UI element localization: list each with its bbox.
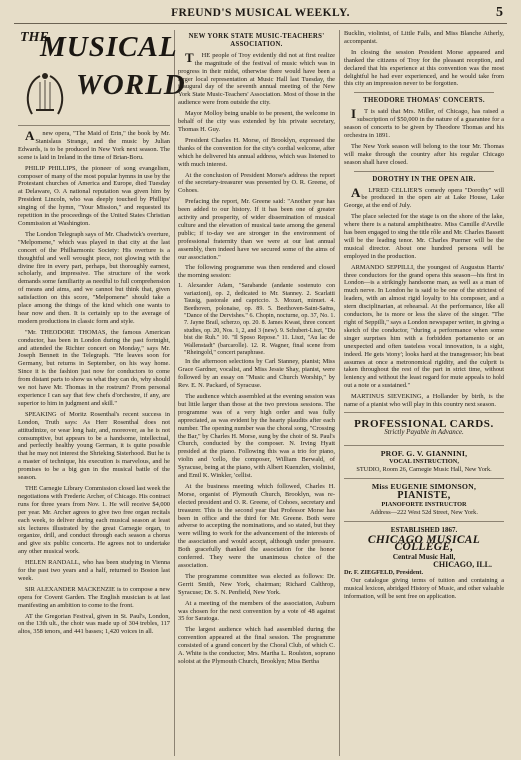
card-role: PIANOFORTE INSTRUCTOR (381, 500, 467, 508)
page-header (14, 4, 507, 24)
article-paragraph: At a meeting of the members of the association, Auburn was chosen for the next convention by a vote of 48 against 35 for Saratoga. (178, 599, 335, 623)
cards-subtitle: Strictly Payable in Advance. (384, 427, 464, 436)
section-title: DOROTHY IN THE OPEN AIR. (372, 175, 476, 183)
article-paragraph: HELEN RANDALL, who has been studying in Vienna for the past two years and a half, returned to Boston last week. (18, 559, 170, 582)
section-divider (354, 92, 494, 93)
article-paragraph: In closing the session President Morse appeared and thanked the citizens of Troy for the pleasant reception, and declared that his experience at this convention was the most delightful he had ever experienced, and he would take from this city an impression never to be forgotten. (344, 48, 504, 88)
article-paragraph: In the afternoon selections by Carl Stanney, pianist; Miss Grace Gardner, vocalist, and Miss Jessie Shay, pianist, were followed by an essay on "Music and Church Worship," by Rev. E. N. Packard, of Syracuse. (178, 358, 335, 390)
article-paragraph: President Charles H. Morse, of Brooklyn, expressed the thanks of the convention for the city's cordial welcome, after which he delivered his annual address, which was listened to with much interest. (178, 136, 335, 168)
card-address: STUDIO, Room 26, Carnegie Music Hall, New York. (356, 465, 492, 473)
article-paragraph: The place selected for the stage is on the shore of the lake, where there is a natural amphitheatre. Miss Camille d'Arville has been engaged to sing the title rôle and Mr. Charles Bassett will be the leading tenor. Mr. Charles Puerner will be the musical director. About one hundred persons will be employed in the production. (344, 213, 504, 260)
running-title: FREUND'S MUSICAL WEEKLY. (171, 7, 350, 19)
article-paragraph: AT the Gregorian Festival, given in St. Paul's, London, on the 13th ult., the choir was made up of 304 trebles, 117 altos, 358 tenors, and 441 basses; 1,420 voices in all. (18, 612, 170, 636)
card-name: Miss EUGENIE SIMONSON, (371, 481, 477, 491)
column-three (344, 30, 504, 756)
column-one (18, 30, 186, 756)
article-paragraph: IT is said that Mrs. Miller, of Chicago, has raised a subscription of $50,000 in the nature of a guarantee for a season of concerts to be given by Theodore Thomas and his orchestra in 1891. (344, 106, 504, 139)
giannini-card (344, 445, 504, 478)
college-name: CHICAGO MUSICAL COLLEGE, (367, 533, 481, 554)
masthead-the: THE (20, 30, 49, 45)
article-paragraph: SPEAKING of Moritz Rosenthal's recent success in London, Truth says: As Herr Rosenthal does not attitudinize, or wear long hair, and, moreover, as he is not consumptive, but appears to be a handsome, intellectual, and perfectly healthy young German, it is quite possible that he may not interest the Shrieking Sisterhood. But he is a master of technique, his execution is marvelous, and he promises to be a big gun in the musical battle of the season. (18, 410, 170, 482)
card-title: PIANISTE, (397, 489, 451, 501)
section-title: NEW YORK STATE MUSIC-TEACHERS' ASSOCIATION. (188, 33, 325, 48)
college-text: Our catalogue giving terms of tuition and containing a musical lexicon, abridged History of Music, and other valuable information, will be sent free on application. (344, 577, 504, 601)
article-paragraph: The programme committee was elected as follows: Dr. Gerrit Smith, New York, chairman; Richard Calthrop, Syracuse; Dr. S. N. Penfield, New York. (178, 572, 335, 596)
article-paragraph: The London Telegraph says of Mr. Chadwick's overture, "Melpomene," which was played in that city at the last concert of the Philharmonic Society: His overture is a thoughtful and well wrought piece, not glowing with the divine fire in every part, perhaps, but thoroughly earnest, scholarly, and impressive. The structure of the work demands some familiarity as needful to full comprehension of means and aims, and we cannot but think that, given satisfaction on this score, "Melpomene" should take a place among the things of the kind which one wants to hear now and then. It is certainly up to the average of modern productions in classic form and style. (18, 230, 170, 325)
college-president: Dr. F. ZIEGFELD, President. (344, 569, 424, 577)
article-paragraph: THE Carnegie Library Commission closed last week the negotiations with Frederic Archer, of Chicago. His contract runs for three years from Nov. 1. He will receive $4,000 per year. Mr. Archer agrees to give two free organ recitals each week, to deliver during each musical season at least six lectures illustrated by the great Carnegie organ, to organize, drill, and conduct through each season a chorus and give six public concerts. He agrees not to undertake any other musical work. (18, 484, 170, 556)
article-paragraph: Prefacing the report, Mr. Greene said: "Another year has been added to our history. If it has been one of greater activity and prosperity, of wider dissemination of musical culture and the elevation of musical taste among the general public; if to-day we are stronger in the environment of professional fraternity than we were at our last annual assembly, then indeed have we secured some of the aims of our association." (178, 198, 335, 261)
article-paragraph: "Mr. THEODORE THOMAS, the famous American conductor, has been in London during the past fortnight, and attended the Richter concert on Monday," says Mr. Joseph Bennett in the Telegraph. "He leaves soon for Germany, but returns in September, on his way home. Since it is the fashion just now for conductors to come from distant parts to show us what they can do, why should we not have Mr. Thomas in the rostrum? From personal experience I can say that few chefs d'orchestre, if any, are superior to him in judgment and skill." (18, 328, 170, 407)
musical-world-masthead (18, 30, 186, 126)
article-paragraph: THE people of Troy evidently did not at first realize the magnitude of the festival of music which was in progress in their midst, otherwise there would have been a larger local representation at Music Hall last Tuesday, the inaugural day of the seventh annual meeting of the New York State Music-Teachers' Association. Most of those in the audience were from outside the city. (178, 49, 335, 107)
article-paragraph: ALFRED CELLIER'S comedy opera "Dorothy" will be produced in the open air at Lake House, Lake George, at the end of July. (344, 184, 504, 210)
article-paragraph: At the business meeting which followed, Charles H. Morse, organist of Plymouth Church, Brooklyn, was re-elected president and O. R. Greene, of Cohoes, secretary and treasurer. This is the second year that Professor Morse has been in office and the third for Mr. Greene. Both were adverse to accepting the nominations, and so stated, but they were willing to work for the advancement of the interests of the association and would accept, although under pressure. Both gracefully thanked the association for the honor conferred. They were the unanimous choice of the association. (178, 482, 335, 569)
article-paragraph: The New York season will belong to the tour Mr. Thomas will make through the country after his regular Chicago season shall have closed. (344, 142, 504, 166)
college-card (344, 521, 504, 608)
card-role: VOCAL INSTRUCTION, (389, 457, 459, 465)
article-paragraph: The largest audience which had assembled during the convention appeared at the final session. The programme consisted of a grand concert by the Choral Club, of which C. A. White is the conductor, Mrs. Martha L. Roulston, soprano soloist at the Plymouth Church, Brooklyn; Miss Bertha (178, 626, 335, 665)
program-list: 1. Alexander Adam, "Sarabande (andante sostenuto con variazioni), op. 2, dedicated to Mr. Stanney. 2. Scarlatti Tausig, pastorale and capriccio. 3. Mozart, minuet. 4. Beethoven, polonaise, op. 89. 5. Beethoven-Saint-Saëns, "Dance of the Dervishes." 6. Chopin, nocturne, op. 37, No. 1. 7. Jayne Brail, scherzo, op. 20. 8. James Kwast, three concert studies, op. 20, Nos. 1, 2, and 3 (new). 9. Schubert-Liszt, "Du bist die Ruh." 10. "Il Sposo Repose." 11. Liszt, "Au lac de Wallenstadt" (barcarolle). 12. R. Wagner, final scene from "Rheingold," concert paraphrase. (178, 283, 335, 356)
article-paragraph: Mayor Molloy being unable to be present, the welcome in behalf of the city was extended by his private secretary, Thomas H. Guy. (178, 110, 335, 133)
section-divider (354, 171, 494, 172)
article-paragraph: PHILIP PHILLIPS, the pioneer of song evangelism, composer of many of the most popular hymns in use by the Protestant churches of America and Europe, died Tuesday at Delaware, O. A national reputation was given him by President Lincoln, who was deeply touched by Phillips' singing of the hymn, "Your Mission," and requested its repetition in the proceedings of the United States Christian Commission at Washington. (18, 164, 170, 227)
article-paragraph: The audience which assembled at the evening session was but little larger than those at the two previous sessions. The programme was of a very high order and was fully appreciated, as was evident by the hearty plaudits after each number. The opening number was the choral song, "Crossing the Bar," by Charles H. Morse, sung by the choir of St. Paul's Church, conducted by the composer. N. Irving Hyatt presided at the piano. Following this was a trio for piano, violin and 'cello, the composer, William Berwald, of Syracuse, being at the piano, with Albert Kuenzlen, violinist, and Emil K. Winkler, 'cellist. (178, 392, 335, 480)
cards-title: PROFESSIONAL CARDS. (354, 417, 494, 430)
column-rule (339, 30, 340, 756)
article-paragraph: The following programme was then rendered and closed the morning session: (178, 264, 335, 280)
article-paragraph: At the conclusion of President Morse's address the report of the secretary-treasurer was presented by O. R. Greene, of Cohoes. (178, 171, 335, 195)
masthead-musical: MUSICAL (40, 31, 178, 63)
column-two (178, 30, 335, 756)
article-paragraph: Anew opera, "The Maid of Erin," the book by Mr. Stanislaus Strange, and the music by Julian Edwards, is to be produced in New York next season. The scene is laid in Ireland in the time of Brian-Boru. (18, 128, 170, 161)
article-paragraph: ARMANDO SEPPILLI, the youngest of Augustus Harris' three conductors for the grand opera this season—his first in London—is a strikingly handsome man, as well as a man of much nerve. In London he is said to be one of the strictest of leaders, with an almost rigid loyalty to his composer, and a stern disciplinarian, at rehearsal. At the performance, like all conductors, he is more or less the slave of the singer. "The right of Seppilli," says a London newspaper writer, in giving a sketch of the conductor, "during a performance when some singer surprises him with a forbidden portamento or an unexpected and often tasteless vocal innovation, is a sight, indeed. He gets 'stony'; looks hard at the transgressor; his beat assumes at once a metronomical rigidity, and the culprit is taken throughout the rest of the part in strict time, without leniency and without the least regard for mute appeals to hold out a note or a sustained." (344, 263, 504, 390)
page-number: 5 (496, 5, 503, 20)
card-address: Address—222 West 52d Street, New York. (370, 508, 478, 516)
section-title: THEODORE THOMAS' CONCERTS. (363, 97, 485, 105)
article-paragraph: MARTINUS SIEVEKING, a Hollander by birth, is the name of a pianist who will play in this country next season. (344, 393, 504, 409)
professional-cards-section (344, 412, 504, 445)
masthead-world: WORLD (76, 69, 186, 101)
article-paragraph: SIR ALEXANDER MACKENZIE is to compose a new opera for Covent Garden. The English musician is at last manifesting an ambition to come to the front. (18, 585, 170, 609)
card-established: ESTABLISHED 1867. (390, 525, 458, 534)
article-paragraph: Bucklin, violinist, of Little Falls, and Miss Blanche Atherly, accompanist. (344, 30, 504, 45)
college-city: CHICAGO, ILL. (433, 560, 492, 570)
column-rule (174, 30, 175, 756)
lyre-ornament-icon (22, 70, 68, 118)
simonson-card (344, 478, 504, 521)
college-hall: Central Music Hall, (392, 552, 456, 562)
card-name: PROF. G. V. GIANNINI, (380, 448, 468, 458)
